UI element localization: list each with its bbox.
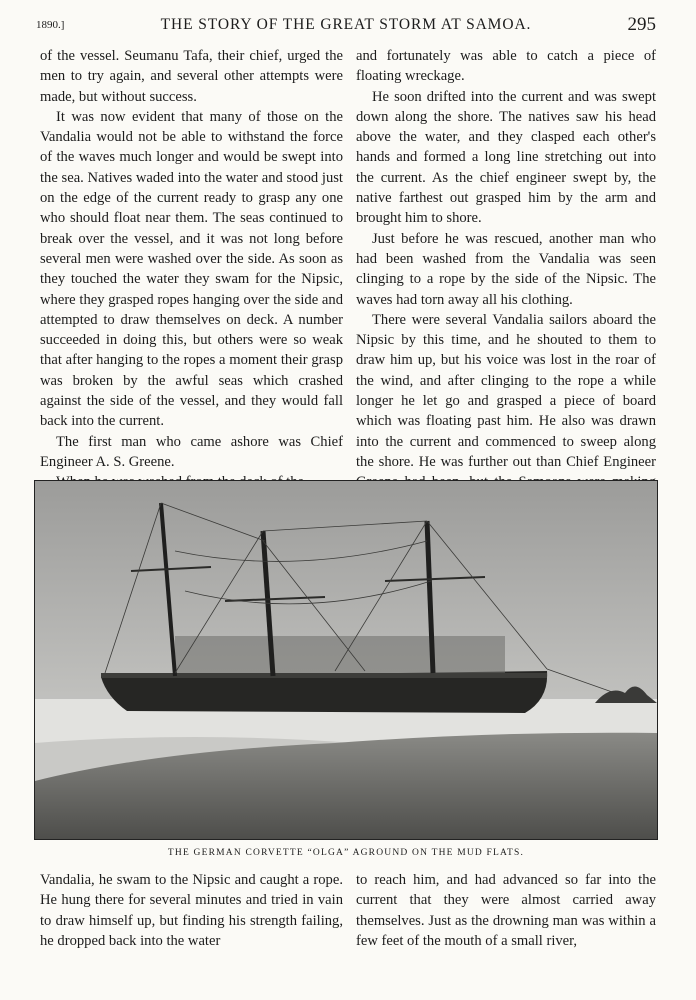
column-top-left (40, 46, 343, 493)
figure-caption: THE GERMAN CORVETTE “OLGA” AGROUND ON THE MUD FLATS. (167, 848, 525, 858)
page-number: 295 (627, 14, 656, 35)
paragraph: to reach him, and had advanced so far into the current that they were almost carried away themselves. Just as the drowning man was within a few feet of the mouth of a small river, (356, 872, 656, 949)
paragraph: The first man who came ashore was Chief Engineer A. S. Greene. (40, 433, 343, 470)
header-title: THE STORY OF THE GREAT STORM AT SAMOA. (160, 16, 532, 33)
paragraph: He soon drifted into the current and was swept down along the shore. The natives saw his head above the water, and they clasped each other's hands and formed a long line stretching out into the current. As the chief engineer swept by, the native farthest out grasped him by the arm and brought him to shore. (356, 88, 656, 227)
running-header (36, 16, 656, 38)
paragraph: Just before he was rescued, another man who had been washed from the Vandalia was seen clinging to a rope by the side of the Nipsic. The waves had torn away all his clothing. (356, 230, 656, 308)
paragraph: Vandalia, he swam to the Nipsic and caught a rope. He hung there for several minutes and tried in vain to draw himself up, but finding his strength failing, he dropped back into the water (40, 872, 343, 949)
column-bottom-right (356, 870, 656, 951)
ship-photograph (34, 480, 658, 840)
column-bottom-left (40, 870, 343, 951)
header-date: 1890.] (36, 19, 65, 31)
column-top-right (356, 46, 656, 513)
paragraph: It was now evident that many of those on the Vandalia would not be able to withstand the force of the waves much longer and would be swept into the sea. Natives waded into the water and stood just on the edge of the current ready to grasp any one who should float near them. The seas continued to break over the vessel, and it was not long before several men were washed over the side. As soon as they touched the water they swam for the Nipsic, where they grasped ropes hanging over the side and attempted to draw themselves on deck. A number succeeded in doing this, but others were so weak that after hanging to the ropes a moment their grasp was broken by the awful seas which crashed against the side of the vessel, and they would fall back into the current. (40, 108, 343, 430)
ship-illustration (35, 481, 657, 839)
paragraph: There were several Vandalia sailors aboard the Nipsic by this time, and he shouted to them to draw him up, but his voice was lost in the roar of the wind, and after clinging to the rope a while longer he let go and grasped a piece of board which was floating past him. He also was drawn into the current and commenced to sweep along the shore. He was further out than Chief Engineer (356, 311, 656, 470)
paragraph: of the vessel. Seumanu Tafa, their chief, urged the men to try again, and several other attempts were made, but without success. (40, 48, 343, 105)
paragraph: and fortunately was able to catch a piece of floating wreckage. (356, 48, 656, 85)
